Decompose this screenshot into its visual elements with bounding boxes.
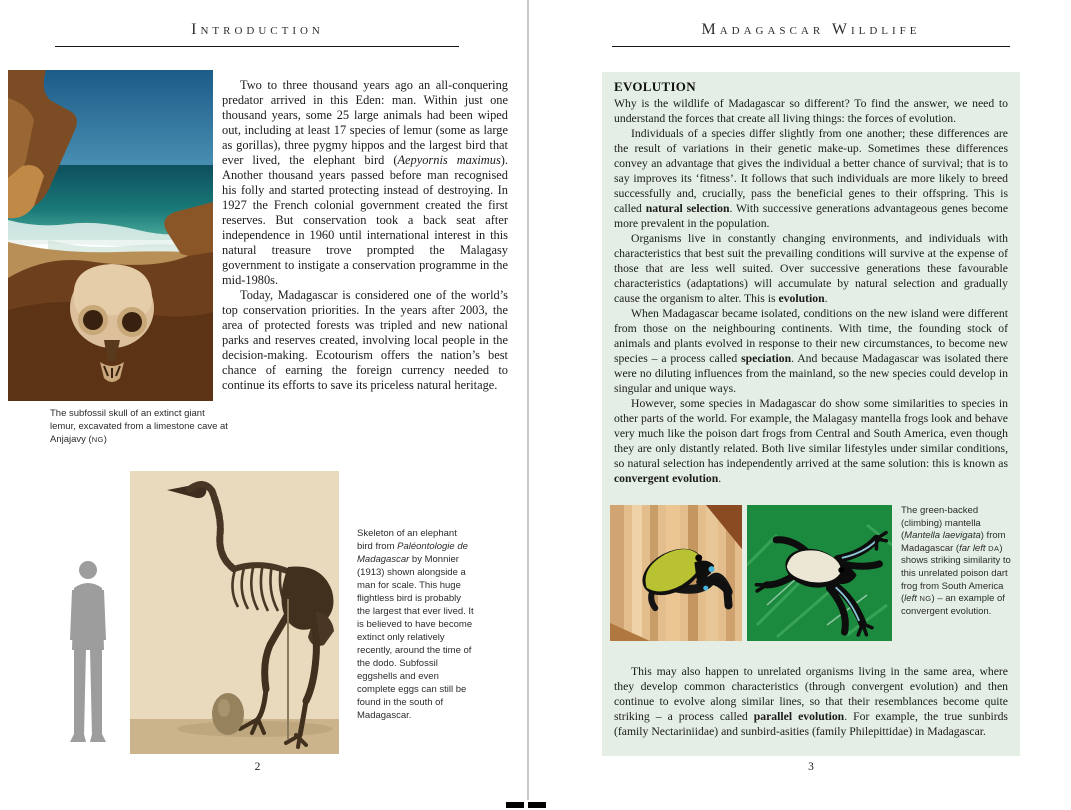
page-gutter-line bbox=[527, 0, 529, 800]
paragraph-conservation: Today, Madagascar is considered one of the world’s top conservation priorities. In the years after 2003, the area of protected forests was tripled and new national parks and reserves created, involving local people in the decision-making. Ecotourism offers the nation’s best chance of earning the foreign currency needed to continue its efforts to save its priceless natural heritage. bbox=[222, 288, 508, 392]
page-number-right: 3 bbox=[808, 761, 814, 773]
coast-skull-illustration bbox=[8, 70, 213, 401]
man-silhouette-illustration bbox=[62, 560, 114, 744]
elephant-bird-skeleton-photo bbox=[130, 471, 339, 754]
header-rule-left bbox=[55, 46, 459, 47]
header-rule-right bbox=[612, 46, 1010, 47]
running-head-madagascar-wildlife: Madagascar Wildlife bbox=[701, 21, 921, 38]
lemur-skull-coast-photo bbox=[8, 70, 213, 401]
paragraph-evolution-intro: Why is the wildlife of Madagascar so different? To find the answer, we need to understand the forces that create all living things: the forces of evolution. bbox=[614, 97, 1008, 125]
mantella-frog-photo bbox=[610, 505, 742, 641]
running-head-introduction: Introduction bbox=[191, 21, 324, 38]
paragraph-adaptations: Organisms live in constantly changing environments, and individuals with characteristics that best suit the prevailing conditions will survive at the expense of those that are less well suited. Over successive generations these favourable characteristics (adaptations) will accumulate by natural selection and gradually cause the organism to alter. This is evolution. bbox=[614, 232, 1008, 305]
poison-dart-frog-photo bbox=[747, 505, 892, 641]
skeleton-photo-caption: Skeleton of an elephant bird from Paléontologie de Madagascar by Monnier (1913) shown alongside a man for scale. This huge flightless bird is probably the largest that ever lived. It is believed to have become extinct only relatively recently, around the time of the dodo. Subfossil eggshells and even complete eggs can still be found in the south of Madagascar. bbox=[357, 528, 474, 721]
poison-dart-frog-illustration bbox=[747, 505, 892, 641]
paragraph-natural-selection: Individuals of a species differ slightly from one another; these differences are the result of variations in their genetic make-up. Sometimes these differences convey an advantage that gives the individual a better chance of survival; that is to say improves its ‘fitness’. It follows that such individuals are more likely to breed successfully and, crucially, pass the beneficial genes to their offspring. This is called natural selection. With successive generations advantageous genes become more prevalent in the population. bbox=[614, 127, 1008, 230]
paragraph-history: Two to three thousand years ago an all-conquering predator arrived in this Eden: man. Within just one thousand years, some 25 large animals had been wiped out, including at least 17 species of lemur (some as large as gorillas), three pygmy hippos and the largest bird that ever lived, the elephant bird (Aepyornis maximus). Another thousand years passed before man recognised his folly and started protecting instead of destroying. In 1927 the French colonial government created the first reserves. But conservation took a back seat after independence in 1960 until international interest in this natural treasure trove prompted the Malagasy government to instigate a conservation programme in the mid-1980s. bbox=[222, 78, 509, 287]
frog-photos-caption: The green-backed (climbing) mantella (Mantella laevigata) from Madagascar (far left DA) shows striking similarity to this unrelated poison dart frog from South America (left NG) – an example of convergent evolution. bbox=[901, 505, 1011, 617]
evolution-heading: EVOLUTION bbox=[614, 79, 696, 94]
body-text-left bbox=[222, 78, 508, 393]
page-number-left: 2 bbox=[254, 761, 261, 773]
mantella-frog-illustration bbox=[610, 505, 742, 641]
paragraph-convergent-evolution: However, some species in Madagascar do show some similarities to species in other parts of the world. For example, the Malagasy mantella frogs look and behave very much like the poison dart frogs from Central and South America, even though they are only distantly related. Both live similar lifestyles under similar conditions, so natural selection has independently arrived at the same solution: this is known as convergent evolution. bbox=[614, 397, 1008, 485]
paragraph-speciation: When Madagascar became isolated, conditions on the new island were different from those on the neighbouring continents. With time, the founding stock of animals and plants evolved in response to their new circumstances, to become new species – a process called speciation. And because Madagascar was isolated there were no diluting influences from the mainland, so the new species could develop in singular and unique ways. bbox=[614, 307, 1008, 395]
skeleton-illustration bbox=[130, 471, 339, 754]
man-silhouette-scale-figure bbox=[62, 560, 114, 744]
parallel-evolution-text-block bbox=[614, 664, 1008, 739]
binding-mark bbox=[506, 802, 524, 808]
binding-mark bbox=[528, 802, 546, 808]
skull-photo-caption: The subfossil skull of an extinct giant lemur, excavated from a limestone cave at Anjajavy (NG) bbox=[50, 408, 228, 445]
evolution-text-block bbox=[614, 79, 1008, 505]
paragraph-parallel-evolution: This may also happen to unrelated organisms living in the same area, where they develop common characteristics (through convergent evolution) and then continue to evolve along similar lines, so that their resemblances become quite striking – a process called parallel evolution. For example, the true sunbirds (family Nectariniidae) and sunbird-asities (family Philepittidae) in Madagascar. bbox=[614, 665, 1008, 738]
